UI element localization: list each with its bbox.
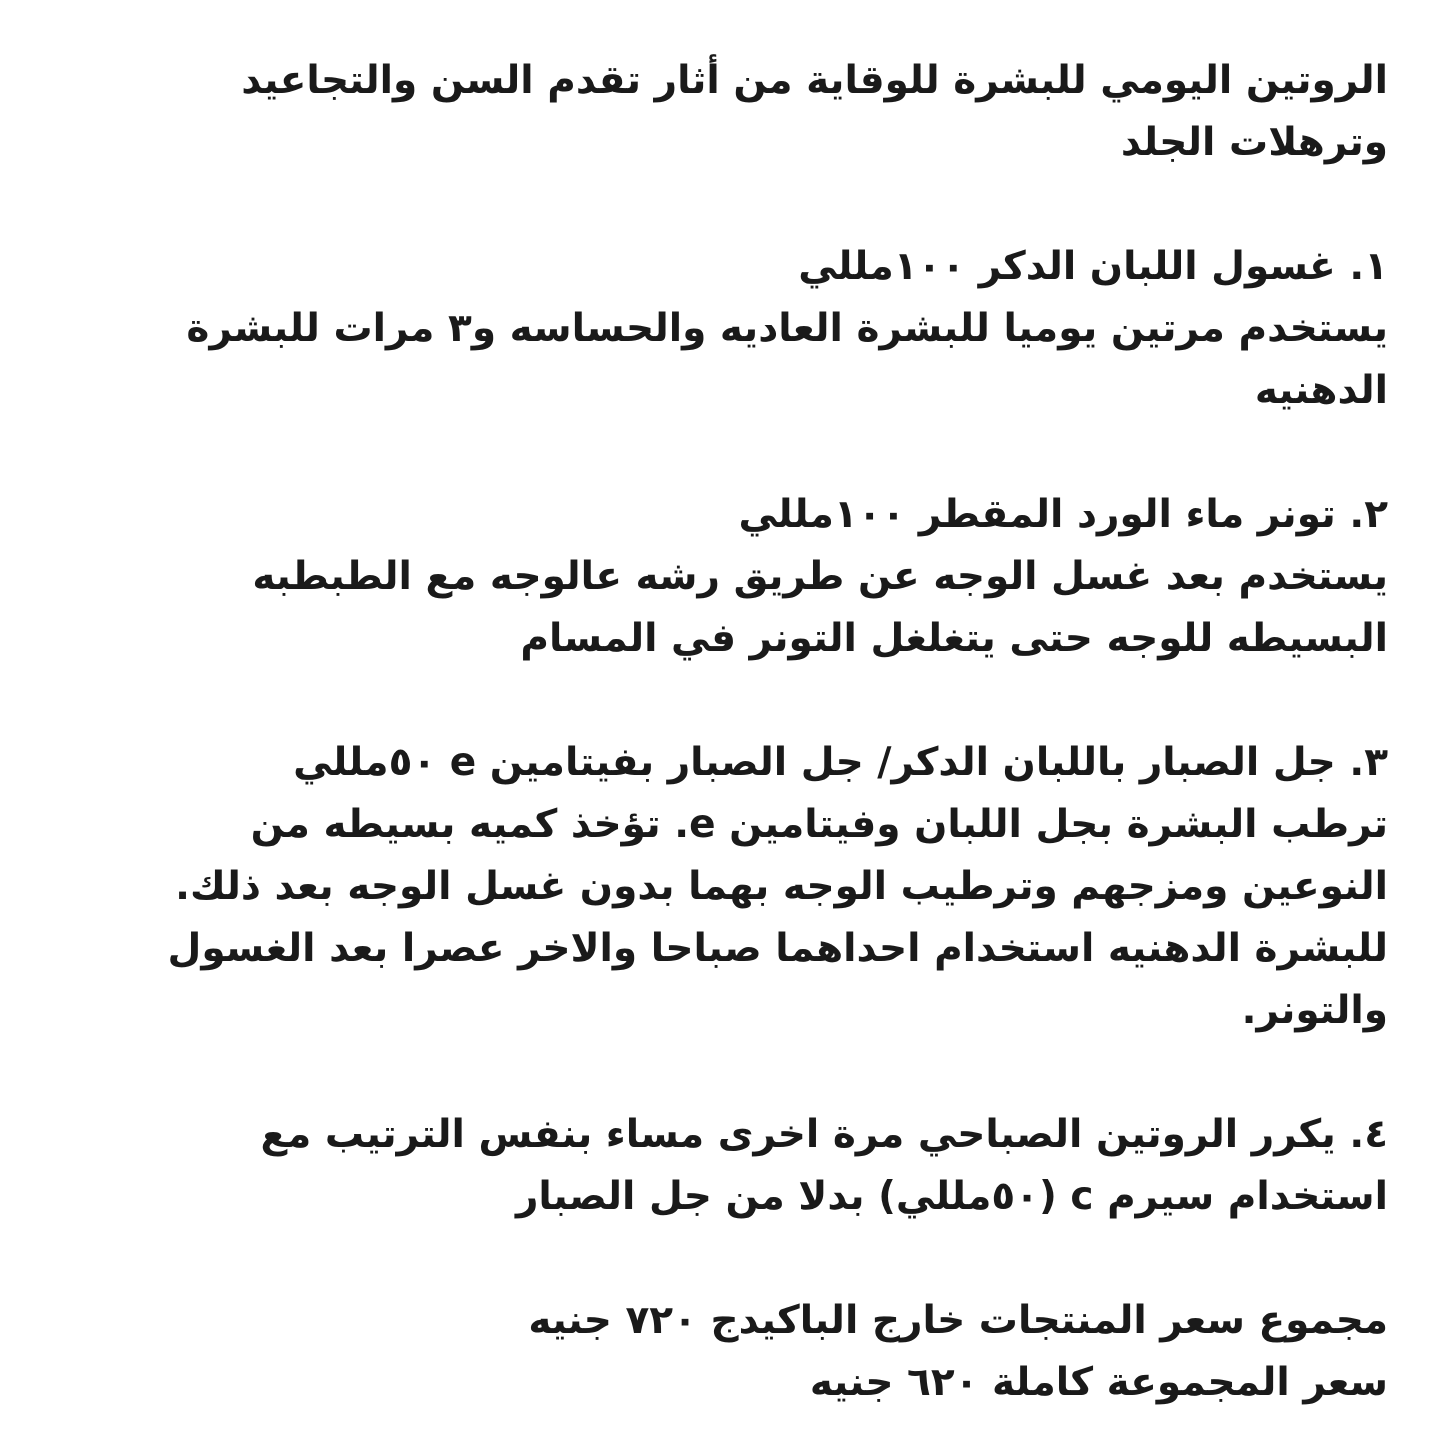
step-2 bbox=[52, 484, 1388, 670]
bundle-price: سعر المجموعة كاملة ٦٢٠ جنيه bbox=[809, 1360, 1388, 1405]
step-text: للبشرة الدهنيه استخدام احداهما صباحا والاخر عصرا بعد الغسول bbox=[167, 926, 1388, 971]
step-heading: ٢. تونر ماء الورد المقطر ١٠٠مللي bbox=[738, 492, 1388, 537]
document-title bbox=[52, 50, 1388, 174]
title-line-1: الروتين اليومي للبشرة للوقاية من أثار تقدم السن والتجاعيد bbox=[241, 58, 1388, 103]
step-heading: ٤. يكرر الروتين الصباحي مرة اخرى مساء بنفس الترتيب مع bbox=[260, 1112, 1388, 1157]
pricing-section bbox=[52, 1290, 1388, 1414]
step-heading: ٣. جل الصبار باللبان الدكر/ جل الصبار بفيتامين e ٥٠مللي bbox=[293, 740, 1388, 785]
step-3 bbox=[52, 732, 1388, 1042]
step-text: الدهنيه bbox=[1254, 368, 1388, 413]
step-text: النوعين ومزجهم وترطيب الوجه بهما بدون غسل الوجه بعد ذلك. bbox=[175, 864, 1388, 909]
step-text: ترطب البشرة بجل اللبان وفيتامين e. تؤخذ كميه بسيطه من bbox=[250, 802, 1388, 847]
step-text: البسيطه للوجه حتى يتغلغل التونر في المسام bbox=[520, 616, 1388, 661]
title-line-2: وترهلات الجلد bbox=[1120, 120, 1388, 165]
step-text: يستخدم بعد غسل الوجه عن طريق رشه عالوجه مع الطبطبه bbox=[252, 554, 1388, 599]
step-heading: ١. غسول اللبان الدكر ١٠٠مللي bbox=[798, 244, 1388, 289]
total-price-outside-package: مجموع سعر المنتجات خارج الباكيدج ٧٢٠ جنيه bbox=[528, 1298, 1388, 1343]
step-text: والتونر. bbox=[1241, 988, 1388, 1033]
step-text: يستخدم مرتين يوميا للبشرة العاديه والحساسه و٣ مرات للبشرة bbox=[186, 306, 1388, 351]
step-text: استخدام سيرم c (٥٠مللي) بدلا من جل الصبار bbox=[515, 1174, 1388, 1219]
step-1 bbox=[52, 236, 1388, 422]
step-4 bbox=[52, 1104, 1388, 1228]
